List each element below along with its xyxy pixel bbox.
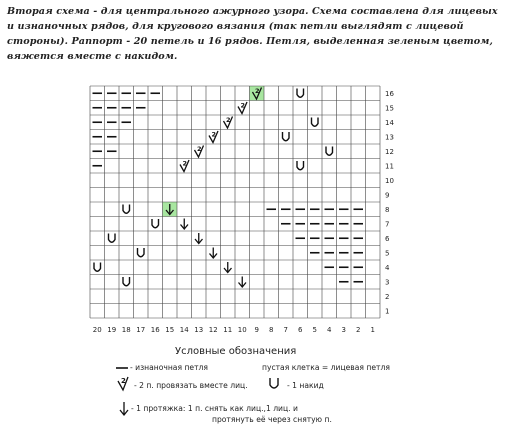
- yo-symbol: [297, 89, 304, 98]
- row-label: 15: [385, 104, 394, 113]
- column-label: 15: [165, 326, 175, 334]
- yo-symbol: [152, 219, 159, 228]
- row-label: 5: [385, 249, 390, 258]
- svg-text:2: 2: [211, 130, 217, 139]
- ssk-icon: [118, 401, 130, 417]
- column-label: 12: [208, 326, 218, 334]
- chart-symbols: [93, 87, 364, 287]
- row-label: 13: [385, 133, 394, 142]
- column-label: 17: [136, 326, 146, 334]
- legend-ssk-line2: протянуть её через снятую п.: [212, 415, 332, 424]
- column-label: 1: [370, 326, 375, 334]
- column-label: 11: [223, 326, 233, 334]
- column-label: 9: [254, 326, 259, 334]
- yo-symbol: [326, 147, 333, 156]
- yo-symbol: [123, 205, 130, 214]
- k2tog-symbol: [180, 160, 189, 172]
- row-label: 16: [385, 89, 394, 98]
- k2tog-symbol: [224, 116, 233, 128]
- ssk-symbol: [181, 219, 189, 230]
- column-label: 4: [327, 326, 332, 334]
- row-label: 12: [385, 147, 394, 156]
- column-label: 13: [194, 326, 204, 334]
- svg-text:2: 2: [197, 145, 202, 153]
- column-label: 14: [179, 326, 189, 334]
- column-label: 5: [312, 326, 317, 334]
- column-label: 19: [107, 326, 117, 334]
- k2tog-symbol: [238, 102, 247, 114]
- legend-title: Условные обозначения: [175, 346, 297, 357]
- yo-symbol: [283, 132, 290, 141]
- yo-symbol: [94, 263, 101, 272]
- legend-yo: - 1 накид: [287, 381, 324, 390]
- row-label: 10: [385, 176, 394, 185]
- yo-symbol: [297, 161, 304, 170]
- row-label: 2: [385, 292, 390, 301]
- row-label: 3: [385, 278, 390, 287]
- column-label: 18: [121, 326, 131, 334]
- chart-grid: [90, 86, 380, 318]
- row-label: 9: [385, 191, 390, 200]
- chart-labels: [93, 90, 395, 334]
- svg-text:2: 2: [182, 159, 188, 168]
- yo-symbol: [138, 248, 145, 257]
- legend-ssk-line1: - 1 протяжка: 1 п. снять как лиц.,1 лиц. и: [131, 404, 298, 413]
- column-label: 7: [283, 326, 288, 334]
- svg-text:2: 2: [121, 377, 126, 385]
- svg-text:2: 2: [240, 101, 246, 110]
- row-label: 11: [385, 162, 394, 171]
- column-label: 10: [237, 326, 247, 334]
- row-label: 4: [385, 263, 390, 272]
- column-label: 20: [92, 326, 102, 334]
- row-label: 6: [385, 234, 390, 243]
- row-label: 7: [385, 220, 390, 229]
- legend-knit: пустая клетка = лицевая петля: [262, 363, 390, 372]
- svg-text:2: 2: [255, 87, 260, 95]
- purl-icon: [115, 363, 129, 373]
- k2tog-symbol: [209, 131, 218, 143]
- intro-text: Вторая схема - для центрального ажурного узора. Схема составлена для лицевых и изнаночных рядов, для кругового вязания (так петли выглядят с лицевой стороны). Раппорт - 20 петель и 16 рядов. Петля, выделенная зеленым цветом, вяжется вместе с накидом.: [7, 6, 498, 62]
- k2tog-icon: [116, 376, 130, 392]
- column-label: 16: [150, 326, 160, 334]
- column-label: 8: [269, 326, 274, 334]
- ssk-symbol: [239, 277, 247, 288]
- ssk-symbol: [210, 248, 218, 259]
- k2tog-symbol: [195, 145, 204, 157]
- svg-text:2: 2: [226, 116, 231, 124]
- yo-symbol: [312, 118, 319, 127]
- yo-icon: [268, 377, 280, 391]
- row-label: 8: [385, 205, 390, 214]
- yo-symbol: [109, 234, 116, 243]
- column-label: 6: [298, 326, 303, 334]
- ssk-symbol: [224, 262, 232, 273]
- yo-symbol: [123, 277, 130, 286]
- legend-purl: - изнаночная петля: [130, 363, 208, 372]
- row-label: 14: [385, 118, 394, 127]
- column-label: 2: [356, 326, 361, 334]
- row-label: 1: [385, 307, 390, 316]
- legend-k2tog: - 2 п. провязать вместе лиц.: [134, 381, 248, 390]
- ssk-symbol: [195, 233, 203, 244]
- column-label: 3: [341, 326, 346, 334]
